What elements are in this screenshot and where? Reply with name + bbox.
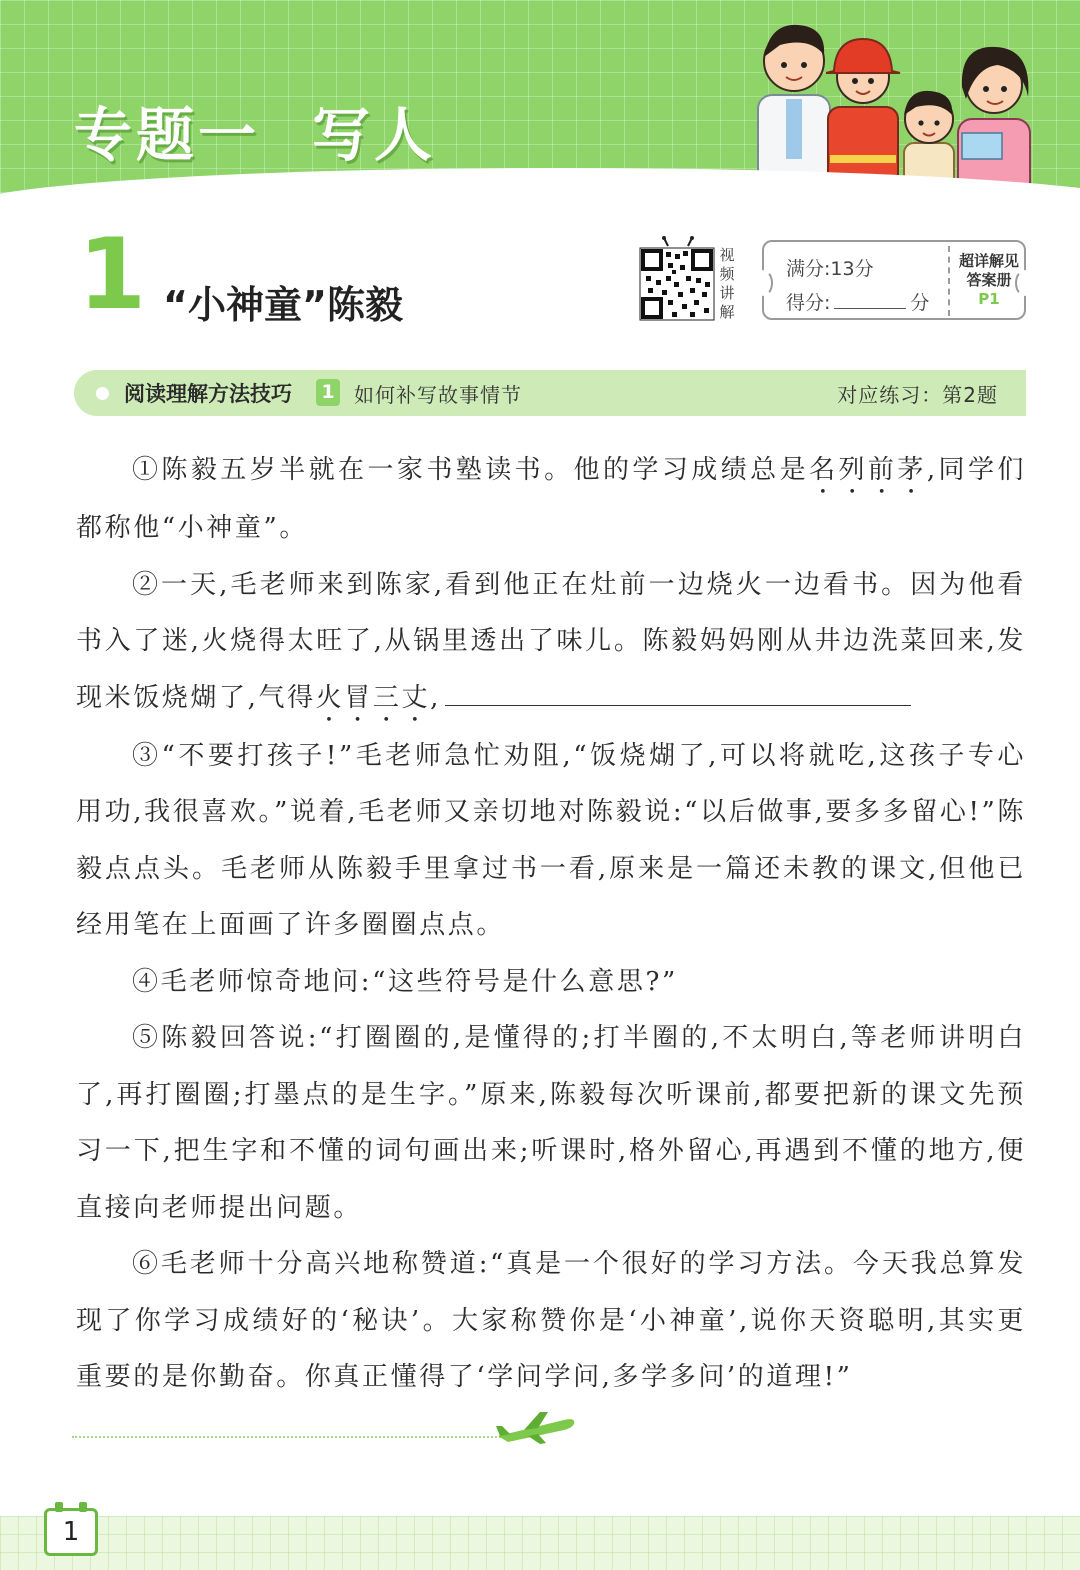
unit-title: [74, 88, 436, 172]
answer-page: P1: [978, 290, 1000, 308]
calendar-ring-icon: [55, 1502, 63, 1512]
unit-number: 专题一: [74, 101, 261, 169]
method-title: 阅读理解方法技巧: [124, 382, 292, 406]
reading-passage: [76, 442, 1026, 1406]
dotted-phrase: 火冒三丈: [315, 682, 431, 713]
answer-reference: 超详解见 答案册 P1: [952, 252, 1026, 309]
calendar-ring-icon: [79, 1502, 87, 1512]
dotted-phrase: 名列前茅: [809, 455, 927, 485]
method-tip-bar: [74, 370, 1026, 416]
practice-reference: 对应练习：第2题: [837, 383, 998, 407]
airplane-icon: [494, 1406, 578, 1446]
method-description: 如何补写故事情节: [354, 383, 522, 407]
score-blank[interactable]: [834, 292, 906, 309]
unit-name: 写人: [312, 101, 437, 169]
paragraph-1: ①陈毅五岁半就在一家书塾读书。他的学习成绩总是名列前茅,同学们都称他“小神童”。: [76, 455, 1026, 543]
answer-blank[interactable]: [445, 671, 911, 706]
bullet-dot-icon: [96, 387, 109, 400]
qr-code[interactable]: [638, 236, 716, 322]
paragraph-3: ③“不要打孩子!”毛老师急忙劝阻,“饭烧煳了,可以将就吃,这孩子专心用功,我很喜欢。”说着,毛老师又亲切地对陈毅说:“以后做事,要多多留心!”陈毅点点头。毛老师从陈毅手里拿过书一看,原来是一篇还未教的课文,但他已经用笔在上面画了许多圈圈点点。: [76, 740, 1026, 940]
paragraph-4: ④毛老师惊奇地问:“这些符号是什么意思?”: [132, 966, 678, 997]
paragraph-6: ⑥毛老师十分高兴地称赞道:“真是一个很好的学习方法。今天我总算发现了你学习成绩好的‘秘诀’。大家称赞你是‘小神童’,说你天资聪明,其实更重要的是你勤奋。你真正懂得了‘学问学问,多学多问’的道理!”: [76, 1249, 1026, 1392]
lesson-number: 1: [78, 218, 147, 332]
score-divider: [948, 246, 950, 316]
method-number: 1: [316, 379, 340, 406]
paragraph-5: ⑤陈毅回答说:“打圈圈的,是懂得的;打半圈的,不太明白,等老师讲明白了,再打圈圈;打墨点的是生字。”原来,陈毅每次听课前,都要把新的课文先预习一下,把生字和不懂的词句画出来;听课时,格外留心,再遇到不懂的地方,便直接向老师提出问题。: [76, 1023, 1026, 1223]
page-number: 1: [44, 1508, 98, 1556]
score-box: [762, 240, 1026, 320]
footer-strip: [0, 1516, 1080, 1570]
dotted-divider: [72, 1436, 512, 1438]
ticket-notch-left: [755, 270, 773, 296]
score-field: 得分: 分: [786, 292, 930, 314]
full-score: 满分:13分: [786, 258, 874, 280]
paragraph-2: ②一天,毛老师来到陈家,看到他正在灶前一边烧火一边看书。因为他看书入了迷,火烧得太旺了,从锅里透出了味儿。陈毅妈妈刚从井边洗菜回来,发现米饭烧煳了,气得火冒三丈,: [76, 569, 1026, 713]
lesson-title: “小神童”陈毅: [163, 283, 403, 327]
qr-video-label: 视 频 讲 解: [719, 246, 735, 321]
